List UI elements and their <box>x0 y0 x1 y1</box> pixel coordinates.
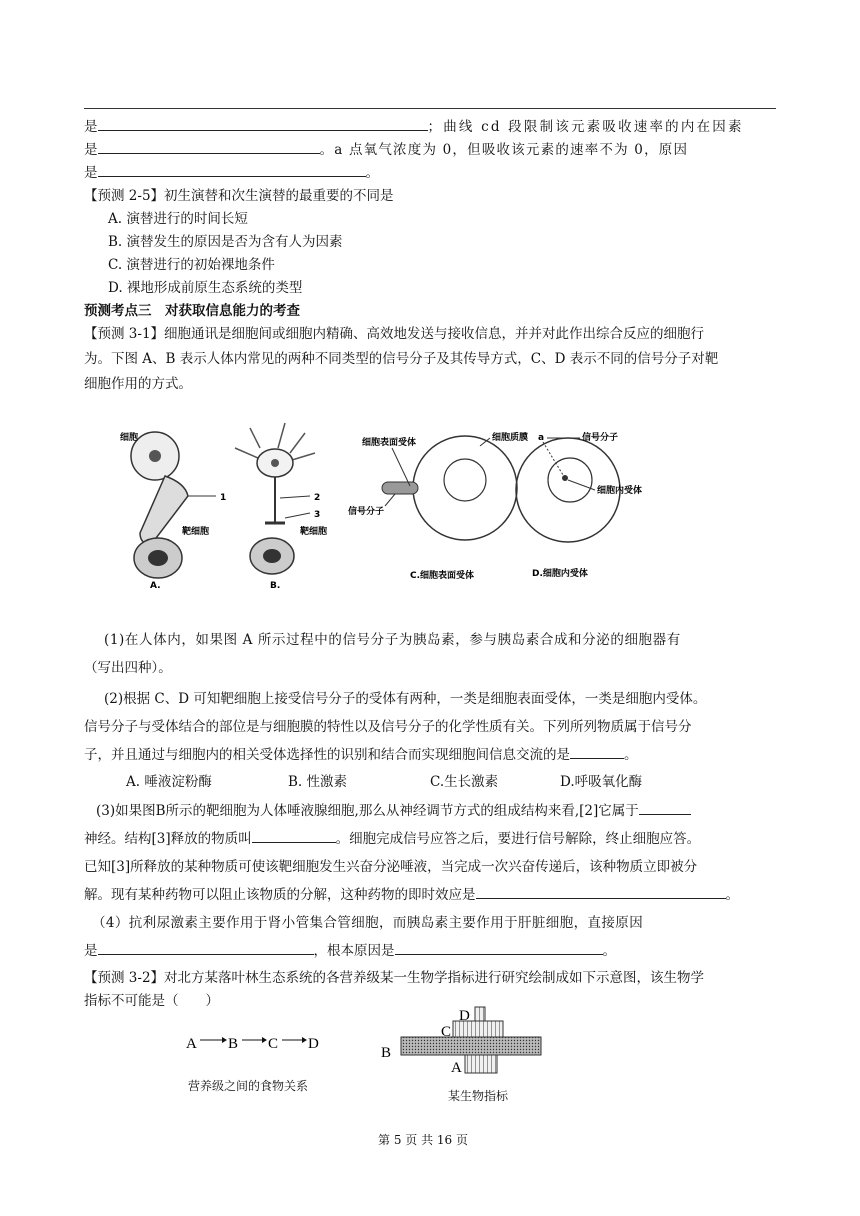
a-cell-label: 细胞 <box>120 433 139 443</box>
chain-node-a: A <box>186 1036 197 1052</box>
part1-line2: （写出四种）。 <box>84 660 172 676</box>
q-cont-line3: 是 。 <box>84 161 379 181</box>
chain-caption: 营养级之间的食物关系 <box>188 1079 309 1093</box>
question-3-1-line2: 为。下图 A、B 表示人体内常见的两种不同类型的信号分子及其传导方式，C、D 表示不同的信号分子对靶 <box>84 351 719 367</box>
part2-option-c[interactable]: C.生长激素 <box>430 774 499 790</box>
b-target-label: 靶细胞 <box>300 527 328 537</box>
chain-node-b: B <box>228 1036 239 1052</box>
part4-line2: 是 ，根本原因是 。 <box>84 939 616 959</box>
bar-label-b: B <box>381 1045 392 1061</box>
b-caption: B. <box>270 581 281 591</box>
part3-line1: (3)如果图B所示的靶细胞为人体唾液腺细胞,那么从神经调节方式的组成结构来看,[2]它属于 <box>96 799 691 819</box>
biomass-bar-diagram <box>375 1003 545 1083</box>
question-2-5-stem: 【预测 2-5】初生演替和次生演替的最重要的不同是 <box>84 188 394 204</box>
part2-line3: 子，并且通过与细胞内的相关受体选择性的识别和结合而实现细胞间信息交流的是 。 <box>84 743 638 763</box>
c-surface-receptor-label: 细胞表面受体 <box>362 438 417 448</box>
bar-label-d: D <box>459 1008 470 1024</box>
bar-label-a: A <box>451 1060 462 1076</box>
d-inner-receptor-label: 细胞内受体 <box>597 486 643 496</box>
answer-blank[interactable] <box>639 800 691 815</box>
bar-d <box>475 1007 485 1021</box>
page-footer: 第 5 页 共 16 页 <box>378 1133 468 1147</box>
a-num-label: 1 <box>220 493 227 503</box>
part4-line1: （4）抗利尿激素主要作用于肾小管集合管细胞，而胰岛素主要作用于肝脏细胞，直接原因 <box>92 915 644 931</box>
cell-signaling-figure <box>110 418 643 591</box>
answer-blank[interactable] <box>98 940 314 955</box>
bar-label-c: C <box>441 1024 452 1040</box>
food-chain-diagram <box>180 1026 330 1066</box>
part2-option-d[interactable]: D.呼吸氧化酶 <box>560 774 643 790</box>
d-caption: D.细胞内受体 <box>532 569 588 579</box>
part2-line1: (2)根据 C、D 可知靶细胞上接受信号分子的受体有两种，一类是细胞表面受体，一类是细胞内受体。 <box>104 691 707 707</box>
section-title: 预测考点三 对获取信息能力的考查 <box>84 303 300 319</box>
part1-line1: (1)在人体内，如果图 A 所示过程中的信号分子为胰岛素，参与胰岛素合成和分泌的细胞器有 <box>104 632 681 648</box>
answer-blank[interactable] <box>252 828 336 843</box>
figure-b <box>235 423 315 574</box>
question-3-1-line1: 【预测 3-1】细胞通讯是细胞间或细胞内精确、高效地发送与接收信息，并并对此作出综合反应的细胞行 <box>84 326 705 342</box>
answer-blank[interactable] <box>476 884 726 899</box>
a-caption: A. <box>150 581 161 591</box>
b-num3-label: 3 <box>314 510 321 520</box>
d-signal-label: 信号分子 <box>582 433 619 443</box>
part2-line2: 信号分子与受体结合的部位是与细胞膜的特性以及信号分子的化学性质有关。下列所列物质属于信号分 <box>84 719 692 735</box>
part3-line2: 神经。结构[3]释放的物质叫 。细胞完成信号应答之后，要进行信号解除，终止细胞应答。 <box>84 827 700 847</box>
option-b[interactable]: B. 演替发生的原因是否为含有人为因素 <box>108 234 343 250</box>
q-cont-line2: 是 。a 点氧气浓度为 0，但吸收该元素的速率不为 0，原因 <box>84 138 688 158</box>
bar-caption: 某生物指标 <box>448 1089 509 1103</box>
option-c[interactable]: C. 演替进行的初始裸地条件 <box>108 257 275 273</box>
d-a-label: a <box>538 433 545 443</box>
figure-c <box>382 436 517 540</box>
part2-option-b[interactable]: B. 性激素 <box>288 774 348 790</box>
c-caption: C.细胞表面受体 <box>410 571 475 581</box>
answer-blank[interactable] <box>98 162 366 177</box>
question-3-1-line3: 细胞作用的方式。 <box>84 376 192 392</box>
figure-a <box>131 432 216 578</box>
a-target-label: 靶细胞 <box>182 527 210 537</box>
part3-line4: 解。现有某种药物可以阻止该物质的分解，这种药物的即时效应是 。 <box>84 883 739 903</box>
c-signal-label: 信号分子 <box>348 507 385 517</box>
answer-blank[interactable] <box>98 139 320 154</box>
question-3-2-line2: 指标不可能是（ ） <box>84 993 219 1009</box>
top-rule <box>84 108 776 109</box>
answer-blank[interactable] <box>98 116 428 131</box>
chain-node-c: C <box>268 1036 279 1052</box>
bar-a <box>465 1055 497 1073</box>
answer-blank[interactable] <box>395 940 603 955</box>
question-3-2-line1: 【预测 3-2】对北方某落叶林生态系统的各营养级某一生物学指标进行研究绘制成如下示意图，该生物学 <box>84 970 705 986</box>
q-cont-line1: 是 ；曲线 cd 段限制该元素吸收速率的内在因素 <box>84 115 744 135</box>
part3-line3: 已知[3]所释放的某种物质可使该靶细胞发生兴奋分泌唾液，当完成一次兴奋传递后，该种物质立即被分 <box>84 859 698 875</box>
option-d[interactable]: D. 裸地形成前原生态系统的类型 <box>108 280 303 296</box>
b-num2-label: 2 <box>314 493 321 503</box>
option-a[interactable]: A. 演替进行的时间长短 <box>108 211 248 227</box>
bar-b <box>401 1037 541 1055</box>
answer-blank[interactable] <box>570 744 624 759</box>
c-membrane-label: 细胞质膜 <box>492 433 529 443</box>
chain-node-d: D <box>308 1036 319 1052</box>
part2-option-a[interactable]: A. 唾液淀粉酶 <box>126 774 212 790</box>
